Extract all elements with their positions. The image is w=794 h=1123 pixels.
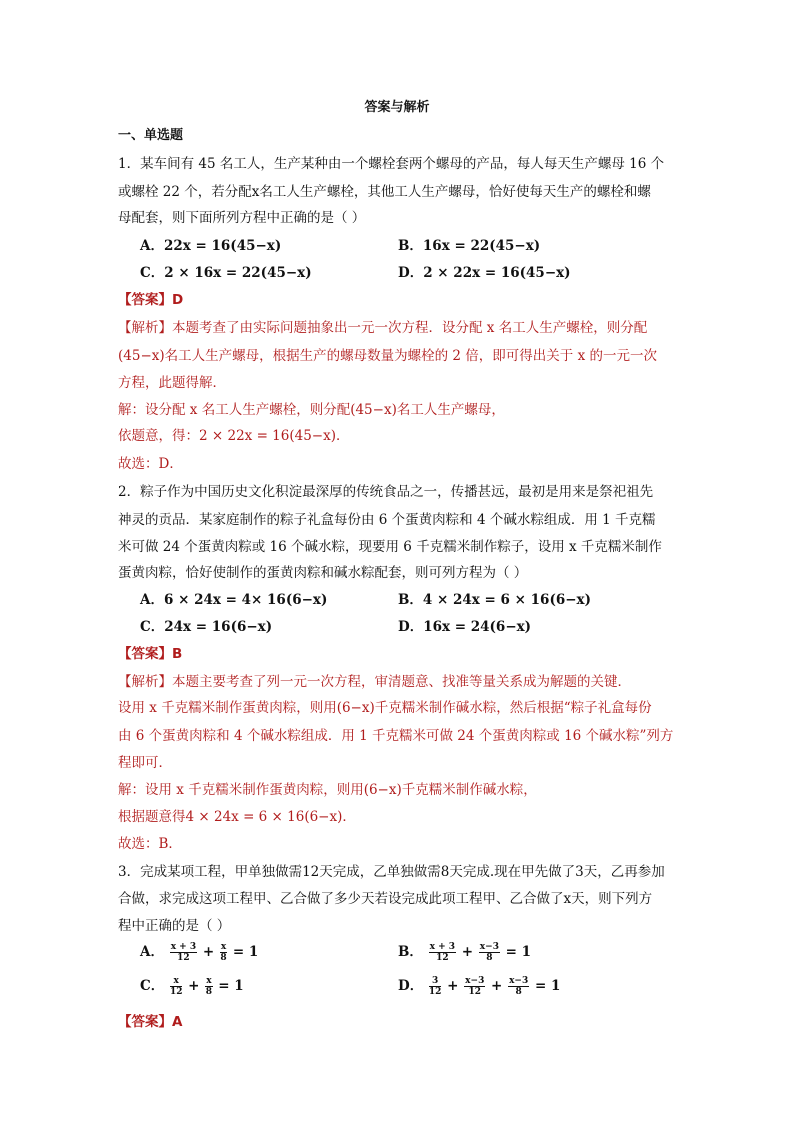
- q2-answer: 【答案】B: [118, 646, 183, 662]
- q2-analysis-line: 【解析】本题主要考查了列一元一次方程，审清题意、找准等量关系成为解题的关键．: [118, 674, 631, 690]
- q1-analysis-line: (45−x)名工人生产螺母，根据生产的螺母数量为螺栓的 2 倍，即可得出关于 x 的一元一次: [118, 348, 658, 364]
- q2-solution-line: 故选：B．: [118, 836, 182, 852]
- q3-stem-line: 程中正确的是（ ）: [118, 918, 231, 934]
- q1-analysis-line: 【解析】本题考查了由实际问题抽象出一元一次方程．设分配 x 名工人生产螺栓，则分配: [118, 320, 648, 336]
- q2-solution-line: 解：设用 x 千克糯米制作蛋黄肉粽，则用(6−x)千克糯米制作碱水粽，: [118, 782, 537, 798]
- q2-analysis-line: 设用 x 千克糯米制作蛋黄肉粽，则用(6−x)千克糯米制作碱水粽，然后根据“粽子礼盒每份: [118, 700, 652, 716]
- q2-stem-line: 神灵的贡品．某家庭制作的粽子礼盒每份由 6 个蛋黄肉粽和 4 个碱水粽组成．用 1 千克糯: [118, 512, 656, 528]
- q2-option-d: D．16x = 24(6−x): [398, 619, 532, 635]
- q3-option-d: D． $\frac{3}{12}$ + $\frac{x-3}{12}$ + $\frac{x-3}{8}$ = 1: [398, 976, 561, 997]
- fraction: $\frac{x-3}{8}$: [509, 976, 529, 997]
- q3-option-a: A． $\frac{x + 3}{12}$ + $\frac{x}{8}$ = 1: [140, 942, 259, 963]
- q2-stem-line: 蛋黄肉粽，恰好使制作的蛋黄肉粽和碱水粽配套，则可列方程为（ ）: [118, 565, 528, 581]
- fraction: $\frac{3}{12}$: [428, 976, 442, 997]
- q3-answer: 【答案】A: [118, 1014, 183, 1030]
- q2-option-c: C．24x = 16(6−x): [140, 619, 273, 635]
- page-title: 答案与解析: [364, 100, 430, 115]
- q2-solution-line: 根据题意得4 × 24x = 6 × 16(6−x)．: [118, 809, 356, 825]
- q3-option-c: C． $\frac{x}{12}$ + $\frac{x}{8}$ = 1: [140, 976, 244, 997]
- fraction: $\frac{x}{8}$: [205, 976, 213, 997]
- q2-analysis-line: 程即可．: [118, 755, 172, 771]
- q2-option-a: A．6 × 24x = 4× 16(6−x): [140, 592, 328, 608]
- q1-option-d: D．2 × 22x = 16(45−x): [398, 265, 571, 281]
- q1-option-b: B．16x = 22(45−x): [398, 238, 541, 254]
- q1-solution-line: 解：设分配 x 名工人生产螺栓，则分配(45−x)名工人生产螺母，: [118, 402, 505, 418]
- q1-option-a: A．22x = 16(45−x): [140, 238, 282, 254]
- q1-option-c: C．2 × 16x = 22(45−x): [140, 265, 312, 281]
- q2-stem-line: 2．粽子作为中国历史文化积淀最深厚的传统食品之一，传播甚远，最初是用来是祭祀祖先: [118, 484, 654, 500]
- q2-stem-line: 米可做 24 个蛋黄肉粽或 16 个碱水粽，现要用 6 千克糯米制作粽子，设用 x 千克糯米制作: [118, 539, 662, 555]
- q1-stem-line: 母配套，则下面所列方程中正确的是（ ）: [118, 210, 366, 226]
- fraction: $\frac{x + 3}{12}$: [170, 942, 197, 963]
- fraction: $\frac{x-3}{8}$: [479, 942, 499, 963]
- fraction: $\frac{x-3}{12}$: [465, 976, 485, 997]
- section-heading: 一、单选题: [118, 128, 184, 143]
- q3-stem-line: 3．完成某项工程，甲单独做需12天完成，乙单独做需8天完成.现在甲先做了3天，乙再参加: [118, 864, 665, 880]
- q1-solution-line: 依题意，得：2 × 22x = 16(45−x)．: [118, 428, 350, 444]
- q1-stem-line: 或螺栓 22 个，若分配x名工人生产螺栓，其他工人生产螺母，恰好使每天生产的螺栓和螺: [118, 184, 651, 200]
- fraction: $\frac{x}{12}$: [169, 976, 183, 997]
- q2-analysis-line: 由 6 个蛋黄肉粽和 4 个碱水粽组成．用 1 千克糯米可做 24 个蛋黄肉粽或 16 个碱水粽”列方: [118, 728, 674, 744]
- q1-answer: 【答案】D: [118, 292, 184, 308]
- q2-option-b: B．4 × 24x = 6 × 16(6−x): [398, 592, 591, 608]
- q1-analysis-line: 方程，此题得解．: [118, 375, 226, 391]
- q3-option-b: B． $\frac{x + 3}{12}$ + $\frac{x-3}{8}$ = 1: [398, 942, 532, 963]
- q1-stem-line: 1．某车间有 45 名工人，生产某种由一个螺栓套两个螺母的产品，每人每天生产螺母 16 个: [118, 156, 665, 172]
- q1-solution-line: 故选：D．: [118, 456, 183, 472]
- fraction: $\frac{x}{8}$: [220, 942, 227, 963]
- q3-stem-line: 合做，求完成这项工程甲、乙合做了多少天若设完成此项工程甲、乙合做了x天，则下列方: [118, 891, 653, 907]
- fraction: $\frac{x + 3}{12}$: [429, 942, 456, 963]
